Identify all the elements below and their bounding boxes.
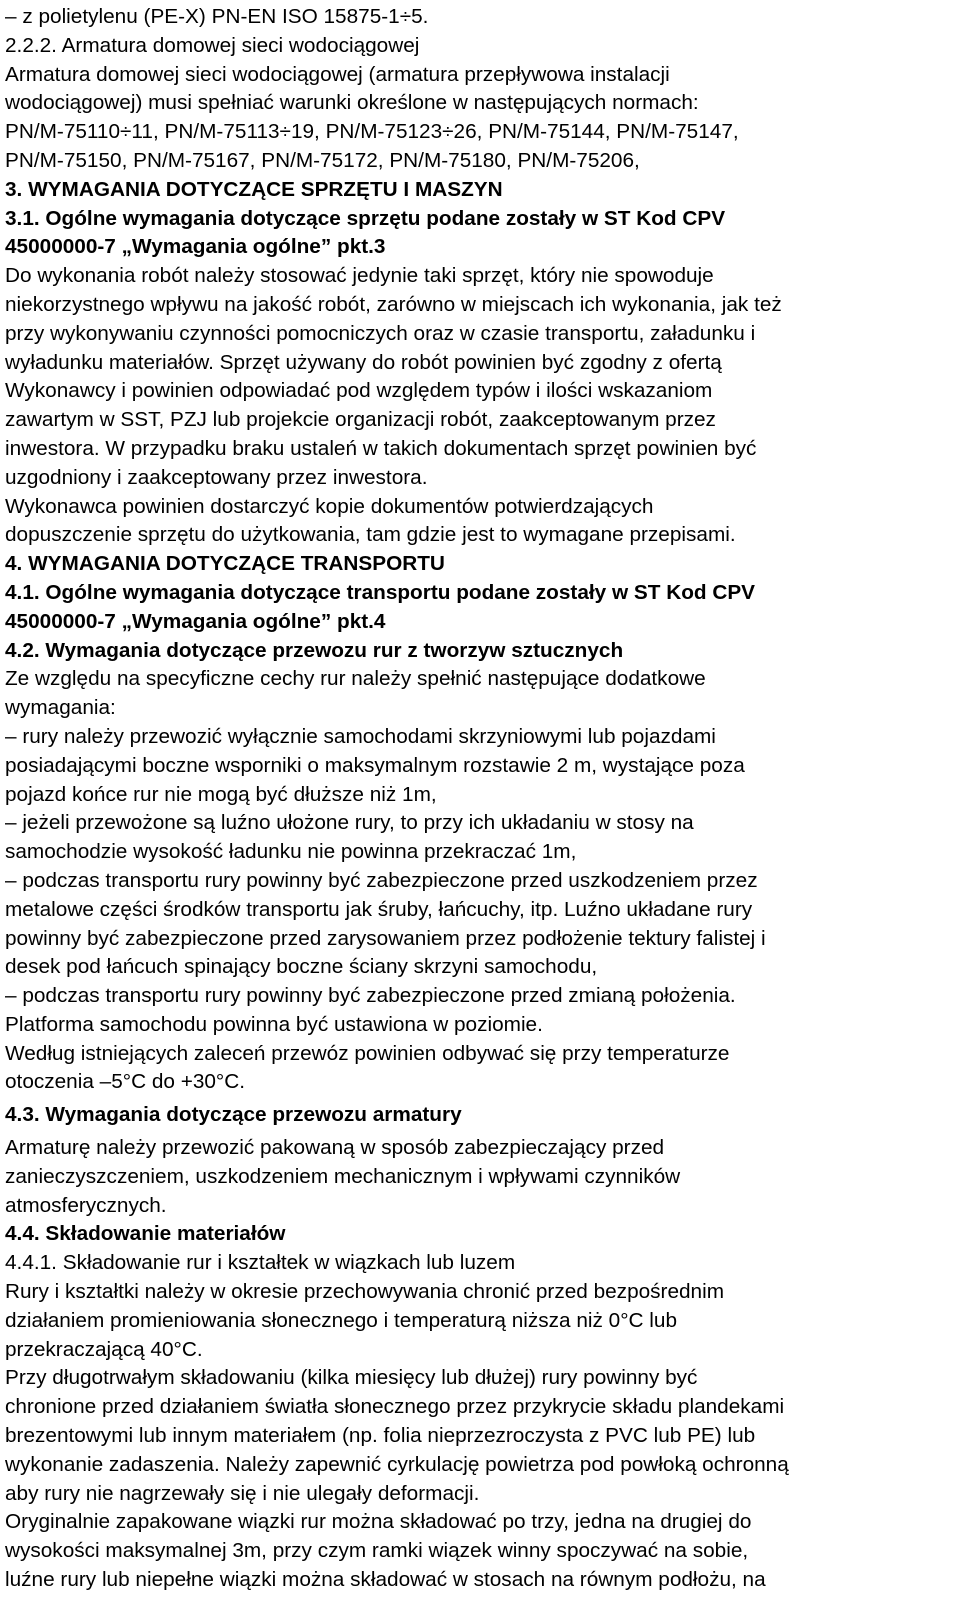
- text-line: Oryginalnie zapakowane wiązki rur można składować po trzy, jedna na drugiej do: [5, 1510, 752, 1534]
- text-line: Według istniejących zaleceń przewóz powinien odbywać się przy temperaturze: [5, 1041, 730, 1065]
- text-line: wyładunku materiałów. Sprzęt używany do robót powinien być zgodny z ofertą: [5, 350, 722, 374]
- text-line: Ze względu na specyficzne cechy rur należy spełnić następujące dodatkowe: [5, 667, 706, 691]
- text-line: Armatura domowej sieci wodociągowej (armatura przepływowa instalacji: [5, 62, 670, 86]
- text-line: działaniem promieniowania słonecznego i temperaturą niższa niż 0°C lub: [5, 1308, 678, 1332]
- text-line: desek pod łańcuch spinający boczne ściany skrzyni samochodu,: [5, 955, 598, 979]
- text-line: aby rury nie nagrzewały się i nie ulegały deformacji.: [5, 1481, 480, 1505]
- section-heading-line: 4.4. Składowanie materiałów: [5, 1222, 286, 1246]
- text-line: chronione przed działaniem światła słonecznego przez przykrycie składu plandekami: [5, 1395, 785, 1419]
- text-line: atmosferycznych.: [5, 1193, 167, 1217]
- text-line: luźne rury lub niepełne wiązki można składować w stosach na równym podłożu, na: [5, 1568, 766, 1592]
- text-line: inwestora. W przypadku braku ustaleń w takich dokumentach sprzęt powinien być: [5, 436, 757, 460]
- section-heading-line: 45000000-7 „Wymagania ogólne” pkt.3: [5, 235, 386, 259]
- text-line: – rury należy przewozić wyłącznie samochodami skrzyniowymi lub pojazdami: [5, 724, 716, 748]
- section-heading-line: 4.2. Wymagania dotyczące przewozu rur z tworzyw sztucznych: [5, 638, 624, 662]
- section-heading-line: 3. WYMAGANIA DOTYCZĄCE SPRZĘTU I MASZYN: [5, 177, 503, 201]
- text-line: brezentowymi lub innym materiałem (np. folia nieprzezroczysta z PVC lub PE) lub: [5, 1424, 756, 1448]
- text-line: – z polietylenu (PE-X) PN-EN ISO 15875-1÷5.: [5, 5, 429, 28]
- text-line: Do wykonania robót należy stosować jedynie taki sprzęt, który nie spowoduje: [5, 264, 714, 288]
- text-line: posiadającymi boczne wsporniki o maksymalnym rozstawie 2 m, wystające poza: [5, 753, 745, 777]
- section-heading-line: 45000000-7 „Wymagania ogólne” pkt.4: [5, 609, 386, 633]
- text-line: PN/M-75110÷11, PN/M-75113÷19, PN/M-75123÷26, PN/M-75144, PN/M-75147,: [5, 120, 739, 144]
- text-line: 4.4.1. Składowanie rur i kształtek w wiązkach lub luzem: [5, 1251, 516, 1275]
- text-line: pojazd końce rur nie mogą być dłuższe niż 1m,: [5, 782, 437, 806]
- text-line: Wykonawca powinien dostarczyć kopie dokumentów potwierdzających: [5, 494, 654, 518]
- text-line: – jeżeli przewożone są luźno ułożone rury, to przy ich układaniu w stosy na: [5, 811, 694, 835]
- text-line: zanieczyszczeniem, uszkodzeniem mechanicznym i wpływami czynników: [5, 1164, 681, 1188]
- text-line: przy wykonywaniu czynności pomocniczych oraz w czasie transportu, załadunku i: [5, 321, 756, 345]
- section-heading-line: 4.1. Ogólne wymagania dotyczące transportu podane zostały w ST Kod CPV: [5, 580, 756, 604]
- text-line: – podczas transportu rury powinny być zabezpieczone przed zmianą położenia.: [5, 984, 736, 1008]
- section-heading-line: 3.1. Ogólne wymagania dotyczące sprzętu podane zostały w ST Kod CPV: [5, 206, 726, 230]
- text-line: Armaturę należy przewozić pakowaną w sposób zabezpieczający przed: [5, 1136, 665, 1160]
- text-line: niekorzystnego wpływu na jakość robót, zarówno w miejscach ich wykonania, jak też: [5, 292, 782, 316]
- text-line: otoczenia –5°C do +30°C.: [5, 1070, 245, 1094]
- text-line: Rury i kształtki należy w okresie przechowywania chronić przed bezpośrednim: [5, 1280, 725, 1304]
- text-line: wodociągowej) musi spełniać warunki określone w następujących normach:: [5, 91, 699, 115]
- section-heading-line: 4. WYMAGANIA DOTYCZĄCE TRANSPORTU: [5, 552, 445, 576]
- text-line: PN/M-75150, PN/M-75167, PN/M-75172, PN/M-75180, PN/M-75206,: [5, 148, 640, 172]
- text-line: 2.2.2. Armatura domowej sieci wodociągowej: [5, 33, 420, 57]
- text-line: wykonanie zadaszenia. Należy zapewnić cyrkulację powietrza pod powłoką ochronną: [5, 1452, 789, 1476]
- text-line: uzgodniony i zaakceptowany przez inwestora.: [5, 465, 428, 489]
- text-line: zawartym w SST, PZJ lub projekcie organizacji robót, zaakceptowanym przez: [5, 408, 716, 432]
- text-line: – podczas transportu rury powinny być zabezpieczone przed uszkodzeniem przez: [5, 868, 758, 892]
- text-line: powinny być zabezpieczone przed zarysowaniem przez podłożenie tektury falistej i: [5, 926, 766, 950]
- text-line: dopuszczenie sprzętu do użytkowania, tam gdzie jest to wymagane przepisami.: [5, 523, 736, 547]
- text-line: Wykonawcy i powinien odpowiadać pod względem typów i ilości wskazaniom: [5, 379, 713, 403]
- text-line: samochodzie wysokość ładunku nie powinna przekraczać 1m,: [5, 840, 577, 864]
- text-line: wysokości maksymalnej 3m, przy czym ramki wiązek winny spoczywać na sobie,: [5, 1539, 749, 1563]
- text-line: Platforma samochodu powinna być ustawiona w poziomie.: [5, 1012, 543, 1036]
- text-line: Przy długotrwałym składowaniu (kilka miesięcy lub dłużej) rury powinny być: [5, 1366, 698, 1390]
- text-line: wymagania:: [5, 696, 116, 720]
- text-line: metalowe części środków transportu jak śruby, łańcuchy, itp. Luźno układane rury: [5, 897, 753, 921]
- text-line: przekraczającą 40°C.: [5, 1337, 203, 1361]
- section-heading-line: 4.3. Wymagania dotyczące przewozu armatury: [5, 1103, 462, 1127]
